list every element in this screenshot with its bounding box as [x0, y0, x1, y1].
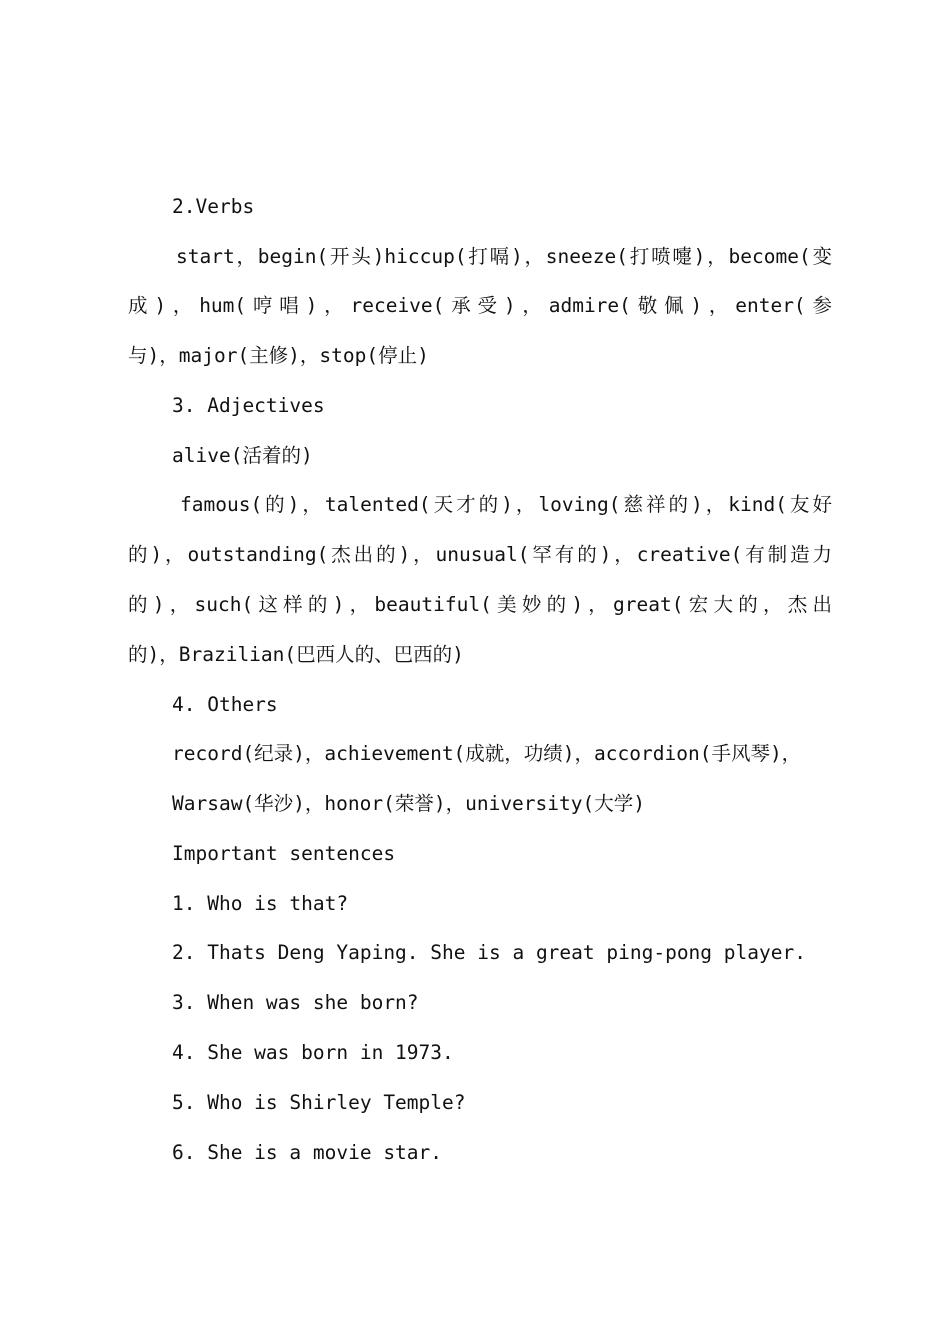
verbs-line-2: 成)，hum(哼唱)，receive(承受)，admire(敬佩)，enter(参	[128, 294, 832, 317]
adjectives-heading: 3. Adjectives	[172, 394, 325, 417]
sentence-item: 5. Who is Shirley Temple?	[172, 1091, 466, 1114]
adjectives-line-3: 的)，outstanding(杰出的)，unusual(罕有的)，creative(有制造力	[128, 543, 832, 566]
others-heading: 4. Others	[172, 693, 278, 716]
sentences-heading: Important sentences	[172, 842, 396, 865]
sentence-item: 1. Who is that?	[172, 892, 349, 915]
verbs-line-3: 与)，major(主修)，stop(停止)	[128, 344, 429, 367]
adjectives-line-1: alive(活着的)	[172, 444, 313, 467]
verbs-line-1: start，begin(开头)hiccup(打嗝)，sneeze(打喷嚏)，become(变	[176, 245, 832, 268]
sentence-item: 2. Thats Deng Yaping. She is a great ping-pong player.	[172, 941, 806, 964]
sentence-item: 6. She is a movie star.	[172, 1141, 443, 1164]
sentence-item: 3. When was she born?	[172, 991, 419, 1014]
sentence-item: 4. She was born in 1973.	[172, 1041, 454, 1064]
adjectives-line-5: 的)，Brazilian(巴西人的、巴西的)	[128, 643, 464, 666]
verbs-heading: 2.Verbs	[172, 195, 255, 218]
others-line-2: Warsaw(华沙)，honor(荣誉)，university(大学)	[172, 792, 645, 815]
adjectives-line-2: famous(的)，talented(天才的)，loving(慈祥的)，kind(友好	[180, 493, 832, 516]
adjectives-line-4: 的)，such(这样的)，beautiful(美妙的)，great(宏大的，杰出	[128, 593, 832, 616]
others-line-1: record(纪录)，achievement(成就，功绩)，accordion(手风琴)，	[172, 742, 802, 765]
